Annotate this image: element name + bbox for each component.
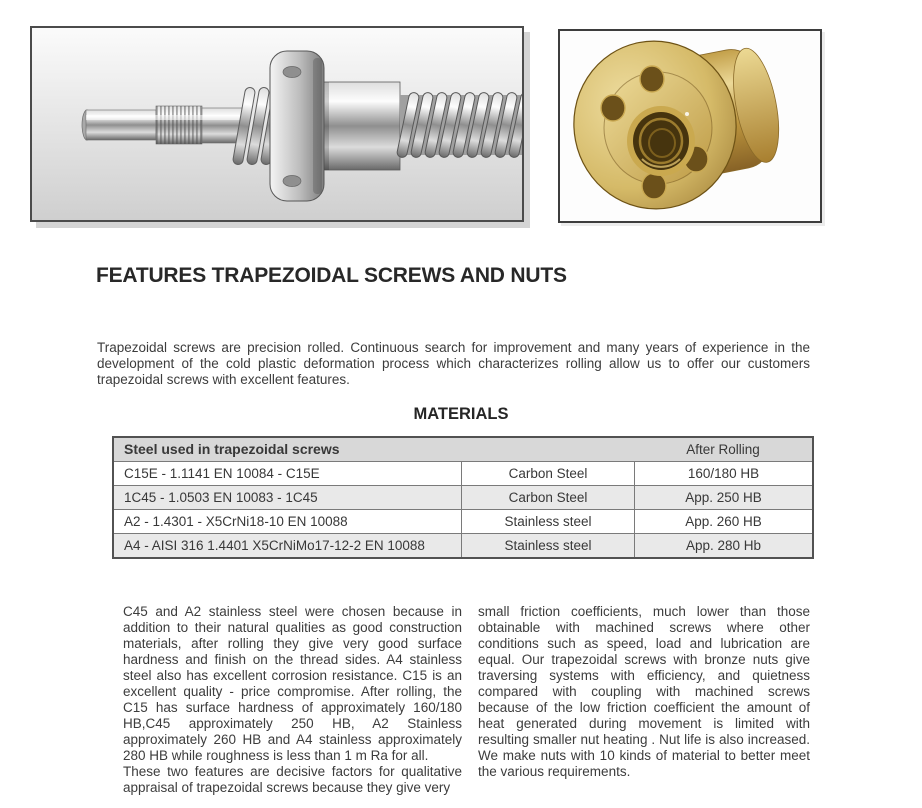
screw-photo-illustration [32,28,522,220]
table-cell-after-rolling: 160/180 HB [634,462,812,485]
body-column-right [478,604,810,780]
flange-nut-illustration [560,31,820,221]
materials-heading: MATERIALS [413,405,509,423]
table-header-steel: Steel used in trapezoidal screws [124,441,340,457]
table-row [114,485,812,509]
page-title: FEATURES TRAPEZOIDAL SCREWS AND NUTS [96,264,567,287]
body-paragraph: small friction coefficients, much lower than those obtainable with machined screws where other conditions such as speed, load and lubrication are equal. Our trapezoidal screws with bronze nuts give traversing systems with efficiency, and quietness compared with coupling with machined screws because of the low friction coefficient the amount of heat generated during movement is limited with resulting smaller nut heating . Nut life is also increased. We make nuts with 10 kinds of material to better meet the various requirements. [478,604,810,779]
flange-nut-photo [558,29,822,223]
table-cell-type: Carbon Steel [461,486,634,509]
table-row [114,509,812,533]
table-header-after-rolling: After Rolling [686,442,760,457]
table-cell-type: Stainless steel [461,510,634,533]
table-cell-steel: A4 - AISI 316 1.4401 X5CrNiMo17-12-2 EN 10088 [124,538,425,553]
table-cell-after-rolling: App. 260 HB [634,510,812,533]
body-column-left [123,604,462,796]
table-cell-steel: 1C45 - 1.0503 EN 10083 - 1C45 [124,490,318,505]
screw-photo [30,26,524,222]
materials-table [112,436,814,559]
table-row [114,533,812,557]
table-header-row [114,438,812,461]
table-cell-type: Stainless steel [461,534,634,557]
table-row [114,461,812,485]
table-cell-type: Carbon Steel [461,462,634,485]
table-cell-after-rolling: App. 250 HB [634,486,812,509]
body-paragraph: C45 and A2 stainless steel were chosen because in addition to their natural qualities as good construction materials, after rolling they give very good surface hardness and finish on the thread sides. A4 stainless steel also has excellent corrosion resistance. C15 is an excellent quality - price compromise. After rolling, the C15 has surface hardness of approximately 160/180 HB,C45 approximately 250 HB, A2 Stainless approximately 260 HB and A4 stainless approximately 280 HB while roughness is less than 1 m Ra for all. [123,604,462,763]
intro-paragraph: Trapezoidal screws are precision rolled. Continuous search for improvement and many years of experience in the development of the cold plastic deformation process which characterizes rolling allow us to offer our customers trapezoidal screws with excellent features. [97,339,810,387]
table-cell-after-rolling: App. 280 Hb [634,534,812,557]
table-cell-steel: A2 - 1.4301 - X5CrNi18-10 EN 10088 [124,514,348,529]
body-paragraph: These two features are decisive factors for qualitative appraisal of trapezoidal screws because they give very [123,764,462,795]
table-cell-steel: C15E - 1.1141 EN 10084 - C15E [124,466,320,481]
